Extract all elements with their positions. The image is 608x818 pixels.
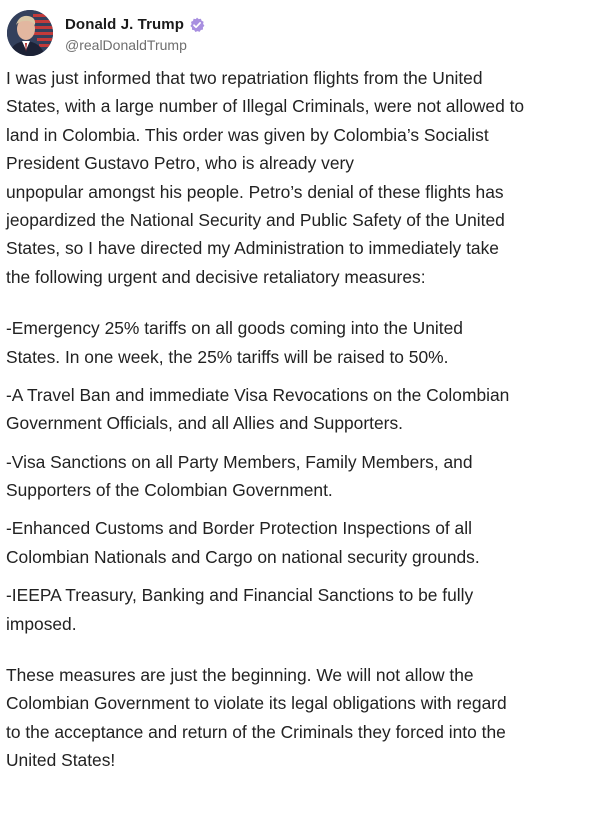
paragraph-gap (6, 291, 608, 314)
body-line: States, so I have directed my Administration to immediately take (6, 238, 499, 259)
paragraph-gap (6, 571, 608, 581)
post-body (6, 64, 608, 775)
body-line: President Gustavo Petro, who is already very (6, 153, 354, 174)
author-display-name[interactable]: Donald J. Trump (65, 16, 185, 33)
paragraph-gap (6, 504, 608, 514)
paragraph-measure-tariffs (6, 314, 608, 371)
avatar[interactable] (7, 10, 53, 56)
body-line: I was just informed that two repatriation flights from the United (6, 68, 483, 88)
body-line: the following urgent and decisive retaliatory measures: (6, 266, 426, 287)
name-row (65, 14, 205, 36)
body-line: Government Officials, and all Allies and Supporters. (6, 413, 403, 434)
body-line: -Enhanced Customs and Border Protection Inspections of all (6, 518, 472, 539)
paragraph-conclusion (6, 661, 608, 775)
body-line: -IEEPA Treasury, Banking and Financial Sanctions to be fully (6, 585, 474, 606)
body-line: Colombian Government to violate its legal obligations with regard (6, 693, 507, 714)
paragraph-gap (6, 438, 608, 448)
body-line: States. In one week, the 25% tariffs will be raised to 50%. (6, 346, 449, 367)
verified-badge-icon (189, 17, 205, 33)
author-handle[interactable]: @realDonaldTrump (65, 36, 187, 53)
paragraph-measure-travel-ban (6, 381, 608, 438)
body-line: Colombian Nationals and Cargo on national security grounds. (6, 546, 480, 567)
body-line: unpopular amongst his people. Petro’s denial of these flights has (6, 181, 504, 202)
author-info (65, 14, 205, 53)
paragraph-measure-customs (6, 514, 608, 571)
paragraph-intro (6, 64, 608, 291)
body-line: -A Travel Ban and immediate Visa Revocations on the Colombian (6, 384, 510, 405)
paragraph-gap (6, 371, 608, 381)
post-header (7, 8, 205, 58)
body-line: imposed. (6, 613, 77, 634)
body-line: United States! (6, 750, 116, 771)
body-line: to the acceptance and return of the Criminals they forced into the (6, 721, 506, 742)
paragraph-gap (6, 638, 608, 661)
body-line: -Emergency 25% tariffs on all goods coming into the United (6, 318, 463, 339)
body-line: land in Colombia. This order was given by Colombia’s Socialist (6, 124, 489, 145)
body-line: -Visa Sanctions on all Party Members, Family Members, and (6, 451, 473, 472)
paragraph-measure-visa-sanctions (6, 448, 608, 505)
body-line: jeopardized the National Security and Public Safety of the United (6, 209, 505, 230)
paragraph-measure-ieepa (6, 581, 608, 638)
body-line: Supporters of the Colombian Government. (6, 480, 333, 501)
body-line: States, with a large number of Illegal Criminals, were not allowed to (6, 96, 525, 117)
body-line: These measures are just the beginning. We will not allow the (6, 665, 474, 686)
avatar-image (7, 10, 53, 56)
